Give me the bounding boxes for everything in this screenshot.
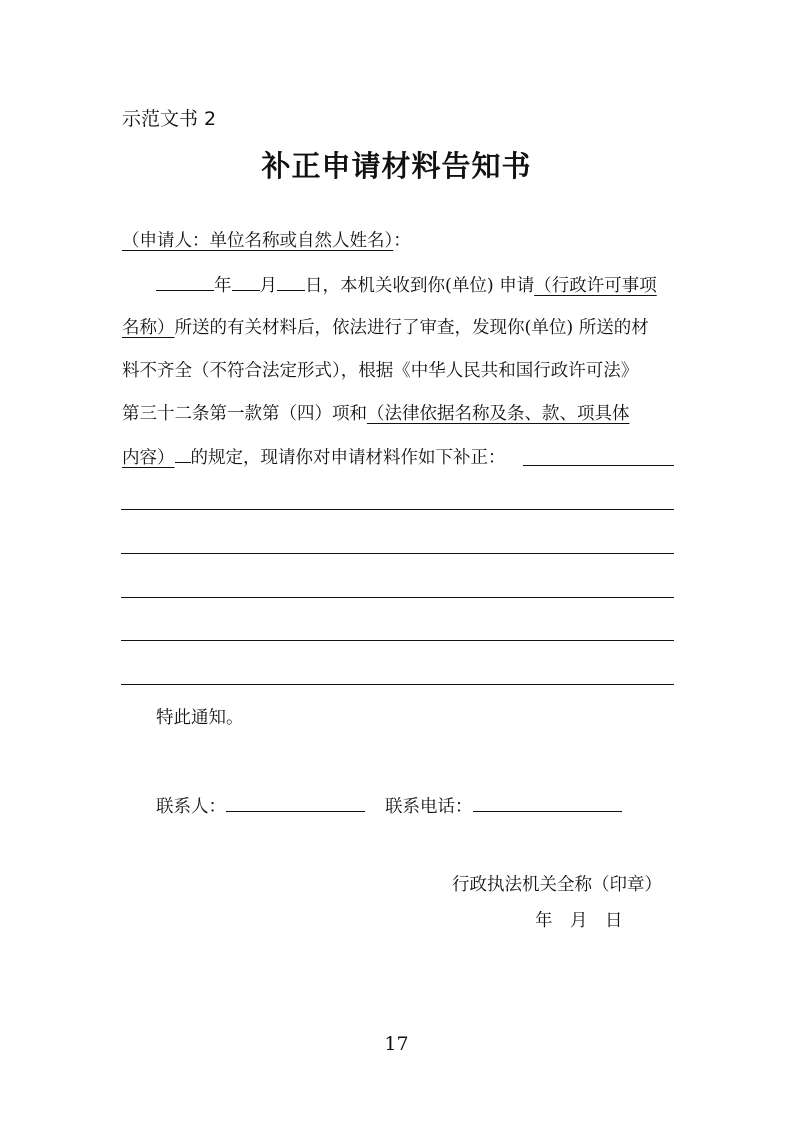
received-text: 日，本机关收到你(单位) 申请 [305, 276, 535, 296]
signature-date: 年 月 日 [535, 911, 623, 931]
correction-line-1 [121, 509, 674, 510]
addressee-line [122, 226, 411, 256]
body-line-3 [122, 356, 638, 386]
correction-line-3 [121, 597, 674, 598]
document-label: 示范文书 2 [122, 108, 217, 130]
request-text: 的规定，现请你对申请材料作如下补正： [190, 448, 506, 468]
month-blank [232, 270, 260, 291]
addressee-placeholder: （申请人：单位名称或自然人姓名） [122, 231, 394, 251]
permit-item-placeholder-a: （行政许可事项 [534, 276, 657, 296]
body-line-4 [122, 399, 630, 429]
contact-person-blank [226, 791, 365, 812]
day-blank [277, 270, 305, 291]
addressee-colon: ： [393, 231, 411, 251]
closing-text: 特此通知。 [156, 708, 244, 728]
legal-basis-blank [175, 442, 191, 463]
contact-phone-label: 联系电话： [385, 797, 473, 817]
correction-line-2 [121, 553, 674, 554]
month-label: 月 [259, 276, 277, 296]
body-line-1 [156, 270, 657, 300]
page-number: 17 [384, 1033, 409, 1055]
legal-basis-placeholder-b: 内容） [122, 448, 175, 468]
authority-signature: 行政执法机关全称（印章） [452, 875, 662, 895]
year-blank [156, 270, 214, 291]
incomplete-text: 料不齐全（不符合法定形式），根据《中华人民共和国行政许可法》 [122, 361, 639, 381]
contact-phone-blank [473, 791, 622, 812]
document-title: 补正申请材料告知书 [261, 149, 532, 183]
correction-blank-inline [523, 465, 674, 466]
correction-line-5 [121, 684, 674, 685]
article-text: 第三十二条第一款第（四）项和 [122, 404, 367, 424]
contact-line [156, 791, 622, 821]
permit-item-placeholder-b: 名称） [122, 318, 175, 338]
year-label: 年 [214, 276, 232, 296]
legal-basis-placeholder-a: （法律依据名称及条、款、项具体 [367, 404, 630, 424]
correction-line-4 [121, 640, 674, 641]
contact-person-label: 联系人： [156, 797, 226, 817]
review-text: 所送的有关材料后，依法进行了审查，发现你(单位) 所送的材 [174, 318, 649, 338]
body-line-5 [122, 442, 506, 472]
body-line-2 [122, 313, 649, 343]
